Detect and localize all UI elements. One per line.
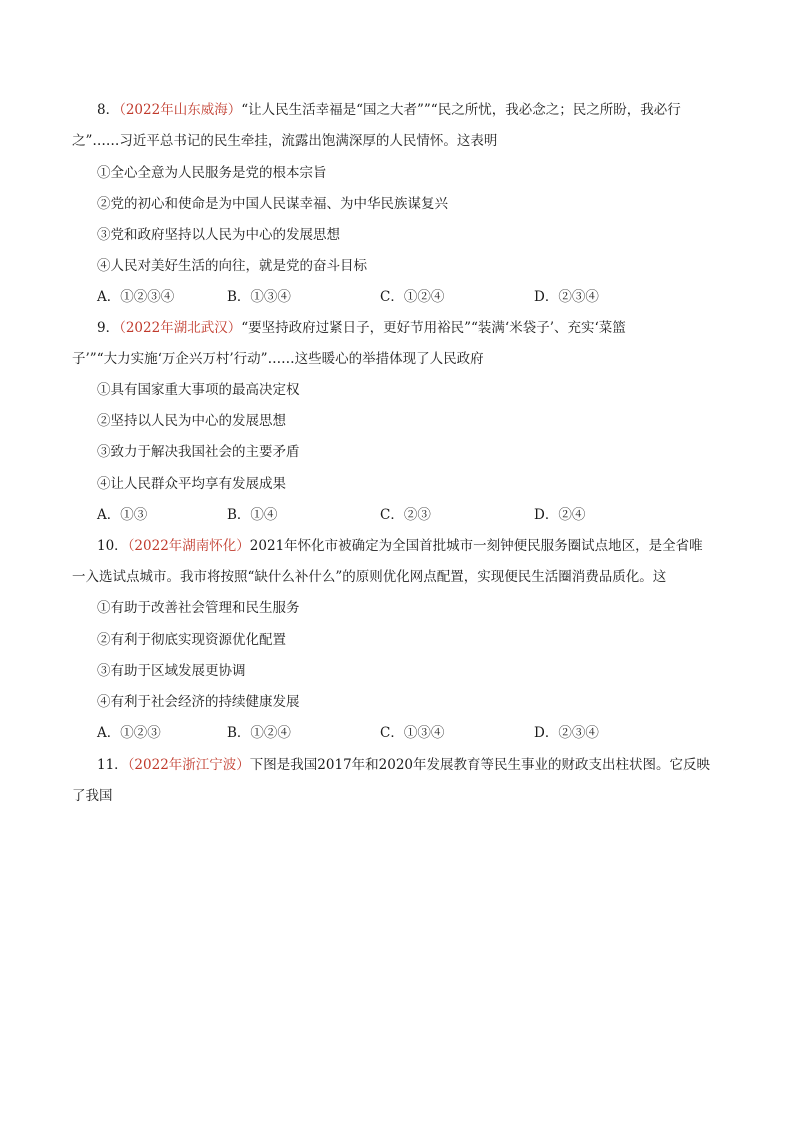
question-source: （2022年湖南怀化）: [127, 538, 250, 554]
question-11-stem-line2: 了我国: [72, 788, 113, 804]
question-11-stem-line1: [97, 755, 710, 775]
question-number: 11．: [97, 757, 128, 773]
question-9-statement-2: ②坚持以人民为中心的发展思想: [97, 413, 286, 429]
question-stem: “要坚持政府过紧日子，更好节用裕民”“装满‘米袋子’、充实‘菜篮: [241, 320, 626, 336]
question-9-option-d[interactable]: D．②④: [534, 507, 586, 523]
question-stem: 下图是我国2017年和2020年发展教育等民生事业的财政支出柱状图。它反映: [249, 757, 711, 773]
question-8-statement-3: ③党和政府坚持以人民为中心的发展思想: [97, 227, 340, 243]
question-8-option-c[interactable]: C．①②④: [380, 289, 445, 305]
question-10-statement-4: ④有利于社会经济的持续健康发展: [97, 694, 300, 710]
question-10-stem-line2: 一入选试点城市。我市将按照“缺什么补什么”的原则优化网点配置，实现便民生活圈消费品质化。这: [72, 569, 667, 585]
question-8-statement-1: ①全心全意为人民服务是党的根本宗旨: [97, 165, 327, 181]
question-source: （2022年山东威海）: [119, 102, 242, 118]
question-9-statement-1: ①具有国家重大事项的最高决定权: [97, 382, 300, 398]
question-10-stem-line1: [97, 536, 703, 556]
question-10-statement-3: ③有助于区域发展更协调: [97, 663, 246, 679]
question-8-option-b[interactable]: B．①③④: [227, 289, 291, 305]
question-10-option-d[interactable]: D．②③④: [534, 725, 599, 741]
question-9-option-a[interactable]: A．①③: [97, 507, 148, 523]
question-stem: “让人民生活幸福是“国之大者””“民之所忧，我必念之；民之所盼，我必行: [241, 102, 681, 118]
question-10-statement-1: ①有助于改善社会管理和民生服务: [97, 600, 300, 616]
question-10-statement-2: ②有利于彻底实现资源优化配置: [97, 632, 286, 648]
question-source: （2022年湖北武汉）: [119, 320, 242, 336]
question-8-stem-line1: [97, 100, 681, 120]
question-8-statement-4: ④人民对美好生活的向往，就是党的奋斗目标: [97, 258, 367, 274]
question-9-statement-3: ③致力于解决我国社会的主要矛盾: [97, 444, 300, 460]
question-8-option-d[interactable]: D．②③④: [534, 289, 599, 305]
question-9-stem-line2: 子’”“大力实施‘万企兴万村’行动”……这些暖心的举措体现了人民政府: [72, 351, 484, 367]
question-stem: 2021年怀化市被确定为全国首批城市一刻钟便民服务圈试点地区，是全省唯: [249, 538, 703, 554]
question-8-statement-2: ②党的初心和使命是为中国人民谋幸福、为中华民族谋复兴: [97, 196, 448, 212]
question-number: 10．: [97, 538, 128, 554]
question-number: 9．: [97, 320, 120, 336]
question-8-stem-line2: 之”……习近平总书记的民生牵挂，流露出饱满深厚的人民情怀。这表明: [72, 133, 498, 149]
question-8-option-a[interactable]: A．①②③④: [97, 289, 175, 305]
question-10-option-c[interactable]: C．①③④: [380, 725, 445, 741]
question-9-statement-4: ④让人民群众平均享有发展成果: [97, 476, 286, 492]
question-10-option-a[interactable]: A．①②③: [97, 725, 161, 741]
question-9-option-c[interactable]: C．②③: [380, 507, 431, 523]
question-10-option-b[interactable]: B．①②④: [227, 725, 291, 741]
question-9-option-b[interactable]: B．①④: [227, 507, 278, 523]
question-9-stem-line1: [97, 318, 626, 338]
question-number: 8．: [97, 102, 120, 118]
question-source: （2022年浙江宁波）: [127, 757, 250, 773]
